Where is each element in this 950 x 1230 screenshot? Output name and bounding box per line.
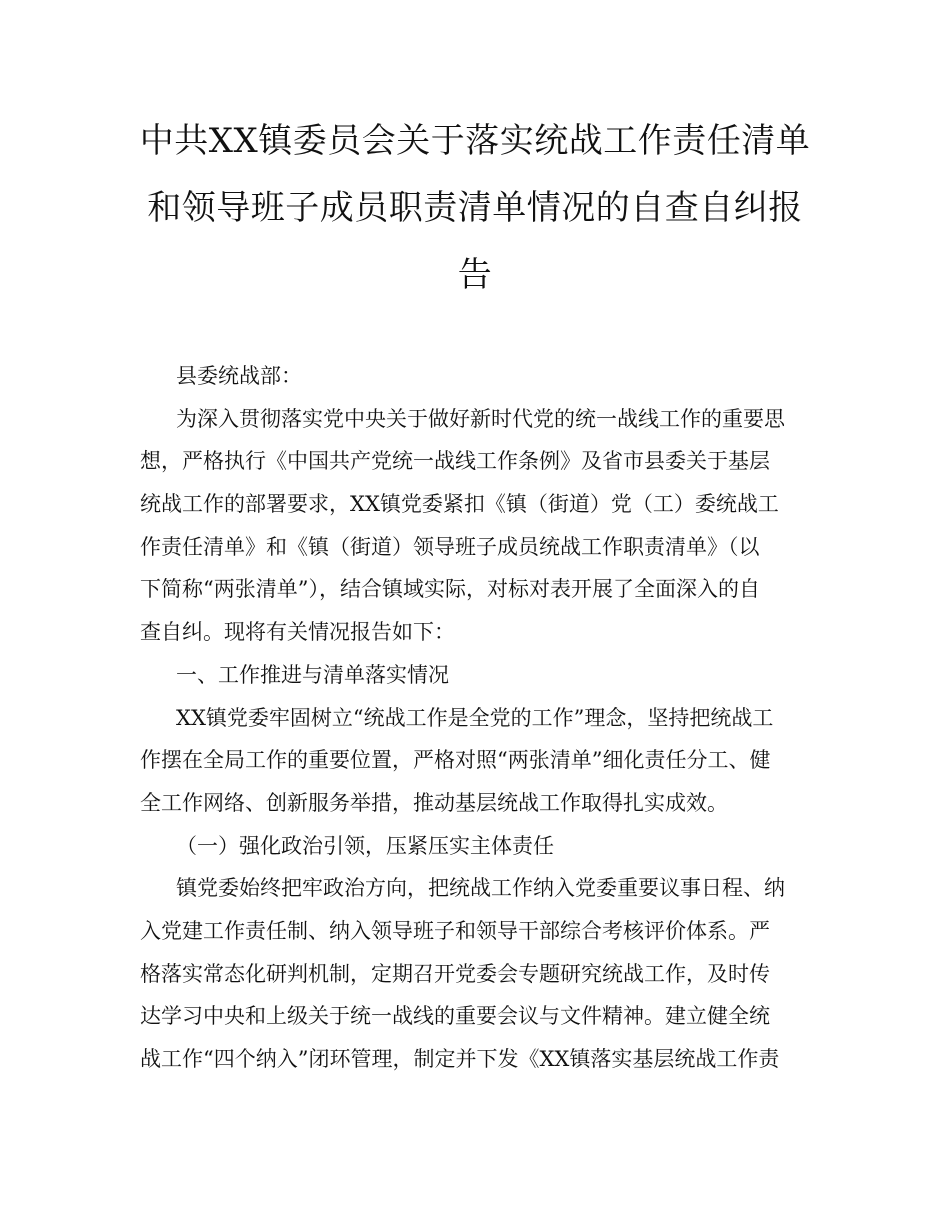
body-line: 作责任清单》和《镇（街道）领导班子成员统战工作职责清单》（以	[140, 534, 760, 559]
body-line: 想，严格执行《中国共产党统一战线工作条例》及省市县委关于基层	[140, 449, 770, 474]
document-body	[140, 355, 810, 1081]
body-line: 入党建工作责任制、纳入领导班子和领导干部综合考核评价体系。严	[140, 918, 770, 943]
salutation: 县委统战部：	[176, 364, 302, 388]
body-line: 统战工作的部署要求，XX镇党委紧扣《镇（街道）党（工）委统战工	[140, 492, 779, 517]
body-line: 全工作网络、创新服务举措，推动基层统战工作取得扎实成效。	[140, 790, 728, 815]
document-title	[120, 108, 830, 309]
body-line: 查自纠。现将有关情况报告如下：	[140, 620, 455, 645]
section-heading: 一、工作推进与清单落实情况	[176, 662, 449, 687]
body-line: 达学习中央和上级关于统一战线的重要会议与文件精神。建立健全统	[140, 1004, 770, 1029]
title-line: 和领导班子成员职责清单情况的自查自纠报	[147, 188, 803, 228]
body-line: XX镇党委牢固树立“统战工作是全党的工作”理念，坚持把统战工	[176, 705, 774, 730]
body-line: 镇党委始终把牢政治方向，把统战工作纳入党委重要议事日程、纳	[176, 876, 785, 901]
title-line: 告	[457, 255, 493, 295]
body-line: 下简称“两张清单”），结合镇域实际，对标对表开展了全面深入的自	[140, 577, 760, 602]
body-line: 为深入贯彻落实党中央关于做好新时代党的统一战线工作的重要思	[176, 406, 785, 431]
body-line: 作摆在全局工作的重要位置，严格对照“两张清单”细化责任分工、健	[140, 748, 771, 773]
title-line: 中共XX镇委员会关于落实统战工作责任清单	[139, 121, 811, 161]
body-line: 格落实常态化研判机制，定期召开党委会专题研究统战工作，及时传	[140, 961, 770, 986]
subsection-heading: （一）强化政治引领，压紧压实主体责任	[176, 833, 554, 858]
body-line: 战工作“四个纳入”闭环管理，制定并下发《XX镇落实基层统战工作责	[140, 1047, 780, 1071]
